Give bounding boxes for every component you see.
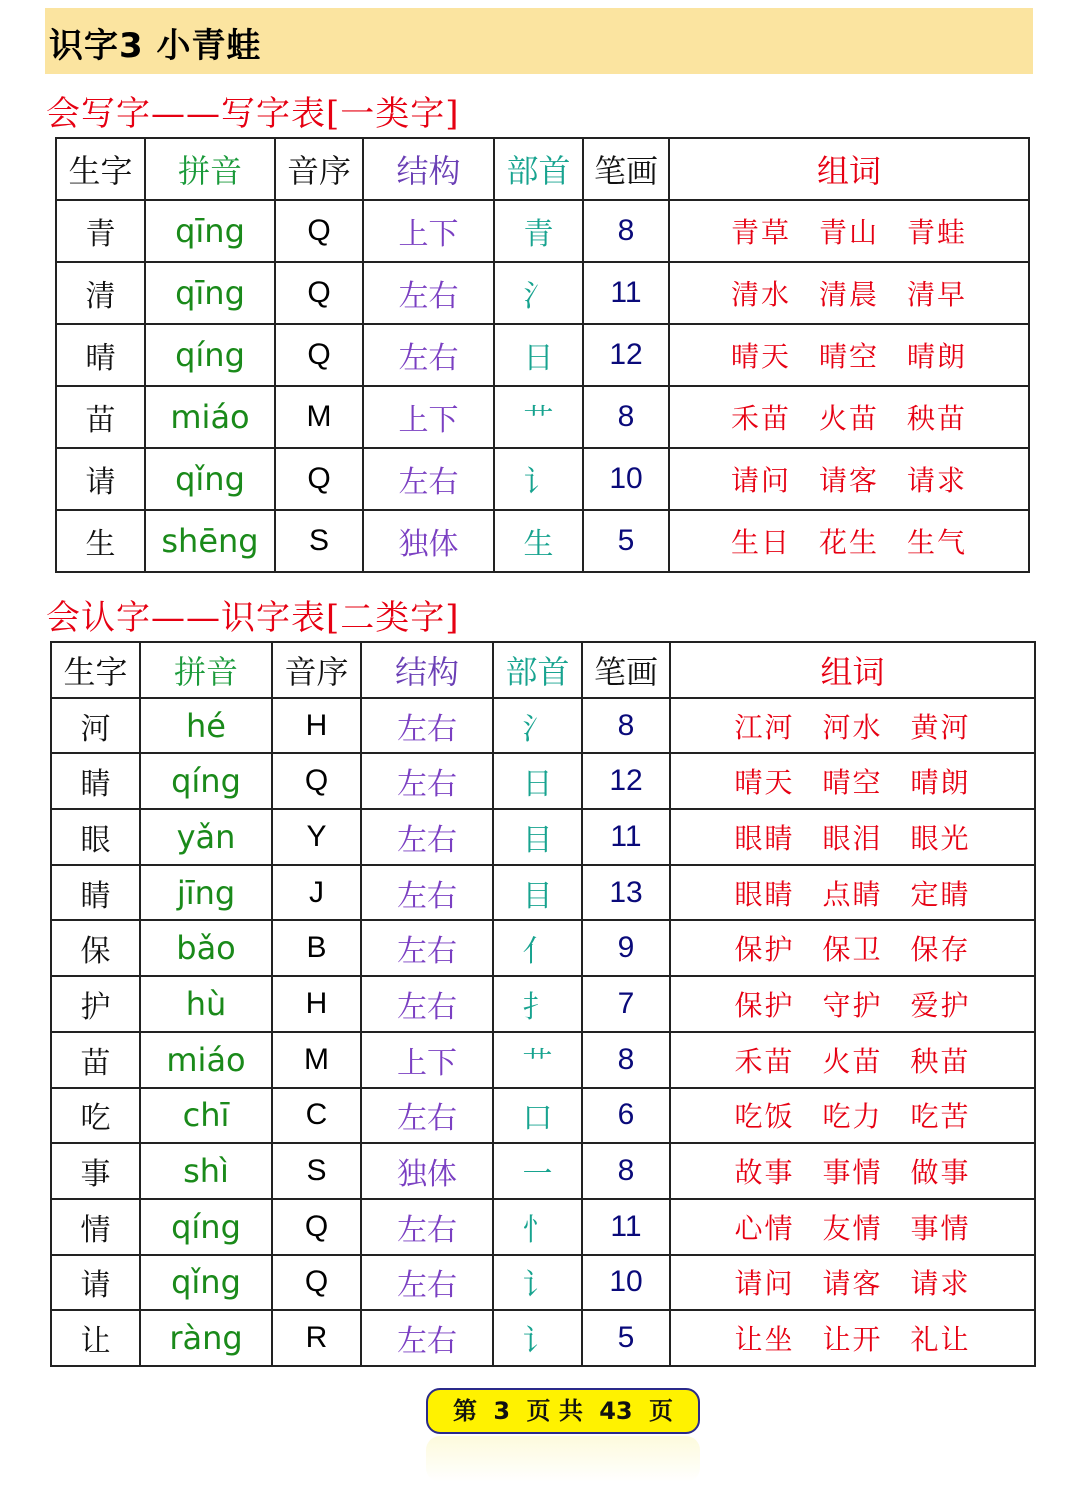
pinyin-cell: hé (140, 698, 272, 754)
structure-cell: 左右 (361, 1255, 493, 1311)
table-header-row (51, 642, 1035, 698)
word-item: 禾苗 (734, 1044, 795, 1078)
total-pages: 43 (599, 1397, 633, 1425)
page-middle: 页 共 (526, 1397, 583, 1425)
radical-cell: 艹 (493, 1032, 582, 1088)
header-words: 组词 (669, 138, 1029, 200)
word-item: 晴天 (734, 766, 795, 800)
pinyin-cell: yǎn (140, 809, 272, 865)
word-item: 河水 (822, 710, 883, 744)
words-cell (670, 865, 1035, 921)
radical-cell: 扌 (493, 976, 582, 1032)
word-item: 生气 (907, 526, 968, 559)
word-item: 保存 (910, 933, 971, 967)
words-cell (669, 200, 1029, 262)
strokes-cell: 8 (583, 386, 669, 448)
radical-cell: 日 (494, 324, 583, 386)
word-item: 禾苗 (730, 402, 791, 435)
word-item: 友情 (822, 1211, 883, 1245)
structure-cell: 左右 (361, 698, 493, 754)
strokes-cell: 6 (582, 1088, 670, 1144)
words-cell (669, 386, 1029, 448)
structure-cell: 左右 (361, 809, 493, 865)
strokes-cell: 12 (583, 324, 669, 386)
word-item: 让开 (822, 1323, 883, 1357)
strokes-cell: 11 (582, 1199, 670, 1255)
words-cell (670, 976, 1035, 1032)
words-cell (670, 753, 1035, 809)
header-structure: 结构 (361, 642, 493, 698)
radical-cell: 讠 (494, 448, 583, 510)
words-cell (670, 920, 1035, 976)
structure-cell: 左右 (361, 1310, 493, 1366)
order-cell: Q (272, 1255, 361, 1311)
radical-cell: 氵 (493, 698, 582, 754)
section-heading-recognize: 会认字——识字表[二类字] (46, 598, 460, 638)
word-item: 保卫 (822, 933, 883, 967)
radical-cell: 讠 (493, 1310, 582, 1366)
header-strokes: 笔画 (583, 138, 669, 200)
word-item: 事情 (822, 1156, 883, 1190)
table-row (56, 386, 1029, 448)
words-cell (669, 510, 1029, 572)
word-item: 请客 (822, 1267, 883, 1301)
word-item: 吃力 (822, 1100, 883, 1134)
strokes-cell: 8 (582, 1143, 670, 1199)
structure-cell: 左右 (363, 324, 494, 386)
structure-cell: 左右 (361, 920, 493, 976)
strokes-cell: 10 (583, 448, 669, 510)
word-item: 花生 (818, 526, 879, 559)
structure-cell: 左右 (361, 1199, 493, 1255)
table-row (56, 448, 1029, 510)
word-item: 让坐 (734, 1323, 795, 1357)
word-item: 守护 (822, 988, 883, 1022)
header-radical: 部首 (494, 138, 583, 200)
radical-cell: 目 (493, 865, 582, 921)
structure-cell: 左右 (363, 448, 494, 510)
page-indicator (426, 1388, 700, 1434)
strokes-cell: 10 (582, 1255, 670, 1311)
order-cell: Y (272, 809, 361, 865)
word-item: 青山 (818, 216, 879, 249)
char-cell: 晴 (56, 324, 145, 386)
word-item: 眼睛 (734, 877, 795, 911)
char-cell: 情 (51, 1199, 140, 1255)
char-cell: 苗 (56, 386, 145, 448)
order-cell: M (275, 386, 363, 448)
strokes-cell: 11 (583, 262, 669, 324)
table-row (56, 510, 1029, 572)
char-cell: 护 (51, 976, 140, 1032)
table-row (51, 1032, 1035, 1088)
header-radical: 部首 (493, 642, 582, 698)
header-order: 音序 (272, 642, 361, 698)
structure-cell: 上下 (363, 200, 494, 262)
words-cell (670, 1199, 1035, 1255)
strokes-cell: 5 (583, 510, 669, 572)
order-cell: Q (275, 448, 363, 510)
word-item: 吃饭 (734, 1100, 795, 1134)
order-cell: Q (275, 200, 363, 262)
header-order: 音序 (275, 138, 363, 200)
order-cell: S (272, 1143, 361, 1199)
word-item: 爱护 (910, 988, 971, 1022)
table-row (51, 865, 1035, 921)
order-cell: M (272, 1032, 361, 1088)
page-suffix: 页 (648, 1397, 673, 1425)
header-pinyin: 拼音 (145, 138, 275, 200)
word-item: 秧苗 (907, 402, 968, 435)
radical-cell: 生 (494, 510, 583, 572)
radical-cell: 艹 (494, 386, 583, 448)
word-item: 心情 (734, 1211, 795, 1245)
header-words: 组词 (670, 642, 1035, 698)
word-item: 点睛 (822, 877, 883, 911)
structure-cell: 上下 (361, 1032, 493, 1088)
char-cell: 睛 (51, 753, 140, 809)
order-cell: H (272, 698, 361, 754)
strokes-cell: 11 (582, 809, 670, 865)
word-item: 晴天 (730, 340, 791, 373)
word-item: 吃苦 (910, 1100, 971, 1134)
word-item: 定睛 (910, 877, 971, 911)
words-cell (669, 262, 1029, 324)
word-item: 事情 (910, 1211, 971, 1245)
words-cell (669, 324, 1029, 386)
word-item: 青蛙 (907, 216, 968, 249)
strokes-cell: 7 (582, 976, 670, 1032)
pinyin-cell: chī (140, 1088, 272, 1144)
radical-cell: 一 (493, 1143, 582, 1199)
radical-cell: 青 (494, 200, 583, 262)
order-cell: C (272, 1088, 361, 1144)
table-row (51, 976, 1035, 1032)
word-item: 火苗 (822, 1044, 883, 1078)
radical-cell: 日 (493, 753, 582, 809)
order-cell: Q (272, 753, 361, 809)
char-cell: 让 (51, 1310, 140, 1366)
words-cell (670, 698, 1035, 754)
words-cell (669, 448, 1029, 510)
word-item: 保护 (734, 988, 795, 1022)
word-item: 清早 (907, 278, 968, 311)
word-item: 眼光 (910, 821, 971, 855)
words-cell (670, 1310, 1035, 1366)
structure-cell: 独体 (363, 510, 494, 572)
pinyin-cell: qǐng (145, 448, 275, 510)
word-item: 请问 (730, 464, 791, 497)
word-item: 黄河 (910, 710, 971, 744)
order-cell: J (272, 865, 361, 921)
strokes-cell: 8 (583, 200, 669, 262)
radical-cell: 口 (493, 1088, 582, 1144)
pinyin-cell: shì (140, 1143, 272, 1199)
char-cell: 清 (56, 262, 145, 324)
header-structure: 结构 (363, 138, 494, 200)
word-item: 故事 (734, 1156, 795, 1190)
order-cell: H (272, 976, 361, 1032)
table-row (51, 1255, 1035, 1311)
table-row (56, 324, 1029, 386)
char-cell: 请 (51, 1255, 140, 1311)
pinyin-cell: miáo (145, 386, 275, 448)
pinyin-cell: hù (140, 976, 272, 1032)
pinyin-cell: jīng (140, 865, 272, 921)
page-prefix: 第 (453, 1397, 478, 1425)
pinyin-cell: qíng (140, 753, 272, 809)
pinyin-cell: shēng (145, 510, 275, 572)
table-row (51, 1088, 1035, 1144)
order-cell: B (272, 920, 361, 976)
word-item: 保护 (734, 933, 795, 967)
words-cell (670, 1143, 1035, 1199)
table-row (51, 809, 1035, 865)
structure-cell: 独体 (361, 1143, 493, 1199)
order-cell: Q (272, 1199, 361, 1255)
pinyin-cell: qíng (145, 324, 275, 386)
words-cell (670, 1255, 1035, 1311)
structure-cell: 左右 (361, 1088, 493, 1144)
char-cell: 青 (56, 200, 145, 262)
table-row (51, 1143, 1035, 1199)
word-item: 清晨 (818, 278, 879, 311)
strokes-cell: 9 (582, 920, 670, 976)
table-row (51, 753, 1035, 809)
word-item: 青草 (730, 216, 791, 249)
word-item: 清水 (730, 278, 791, 311)
word-item: 请求 (910, 1267, 971, 1301)
strokes-cell: 13 (582, 865, 670, 921)
char-cell: 保 (51, 920, 140, 976)
word-item: 晴空 (818, 340, 879, 373)
radical-cell: 目 (493, 809, 582, 865)
header-pinyin: 拼音 (140, 642, 272, 698)
strokes-cell: 12 (582, 753, 670, 809)
word-item: 眼泪 (822, 821, 883, 855)
word-item: 眼睛 (734, 821, 795, 855)
word-item: 晴朗 (910, 766, 971, 800)
table-row (56, 200, 1029, 262)
word-item: 请客 (818, 464, 879, 497)
table-row (51, 1310, 1035, 1366)
pinyin-cell: bǎo (140, 920, 272, 976)
word-item: 晴朗 (907, 340, 968, 373)
structure-cell: 上下 (363, 386, 494, 448)
structure-cell: 左右 (361, 976, 493, 1032)
radical-cell: 氵 (494, 262, 583, 324)
words-cell (670, 1088, 1035, 1144)
word-item: 请求 (907, 464, 968, 497)
radical-cell: 亻 (493, 920, 582, 976)
order-cell: S (275, 510, 363, 572)
order-cell: R (272, 1310, 361, 1366)
table-row (51, 698, 1035, 754)
structure-cell: 左右 (363, 262, 494, 324)
char-cell: 河 (51, 698, 140, 754)
word-item: 秧苗 (910, 1044, 971, 1078)
char-cell: 眼 (51, 809, 140, 865)
word-item: 做事 (910, 1156, 971, 1190)
word-item: 火苗 (818, 402, 879, 435)
pinyin-cell: qíng (140, 1199, 272, 1255)
char-cell: 睛 (51, 865, 140, 921)
pinyin-cell: qīng (145, 200, 275, 262)
order-cell: Q (275, 262, 363, 324)
table-header-row (56, 138, 1029, 200)
word-item: 晴空 (822, 766, 883, 800)
pinyin-cell: ràng (140, 1310, 272, 1366)
order-cell: Q (275, 324, 363, 386)
recognize-characters-table (50, 641, 1036, 1367)
page-title: 识字3 小青蛙 (49, 26, 262, 66)
char-cell: 请 (56, 448, 145, 510)
page-indicator-reflection (426, 1436, 700, 1482)
header-strokes: 笔画 (582, 642, 670, 698)
table-row (56, 262, 1029, 324)
char-cell: 生 (56, 510, 145, 572)
title-bar (45, 8, 1033, 74)
strokes-cell: 8 (582, 1032, 670, 1088)
strokes-cell: 8 (582, 698, 670, 754)
char-cell: 苗 (51, 1032, 140, 1088)
table-row (51, 920, 1035, 976)
words-cell (670, 809, 1035, 865)
pinyin-cell: qīng (145, 262, 275, 324)
pinyin-cell: miáo (140, 1032, 272, 1088)
write-characters-table (55, 137, 1030, 573)
header-char: 生字 (56, 138, 145, 200)
char-cell: 吃 (51, 1088, 140, 1144)
word-item: 礼让 (910, 1323, 971, 1357)
char-cell: 事 (51, 1143, 140, 1199)
radical-cell: 忄 (493, 1199, 582, 1255)
words-cell (670, 1032, 1035, 1088)
word-item: 生日 (730, 526, 791, 559)
radical-cell: 讠 (493, 1255, 582, 1311)
pinyin-cell: qǐng (140, 1255, 272, 1311)
word-item: 江河 (734, 710, 795, 744)
structure-cell: 左右 (361, 753, 493, 809)
table-row (51, 1199, 1035, 1255)
current-page: 3 (493, 1397, 511, 1425)
structure-cell: 左右 (361, 865, 493, 921)
header-char: 生字 (51, 642, 140, 698)
section-heading-write: 会写字——写字表[一类字] (46, 94, 460, 134)
strokes-cell: 5 (582, 1310, 670, 1366)
word-item: 请问 (734, 1267, 795, 1301)
